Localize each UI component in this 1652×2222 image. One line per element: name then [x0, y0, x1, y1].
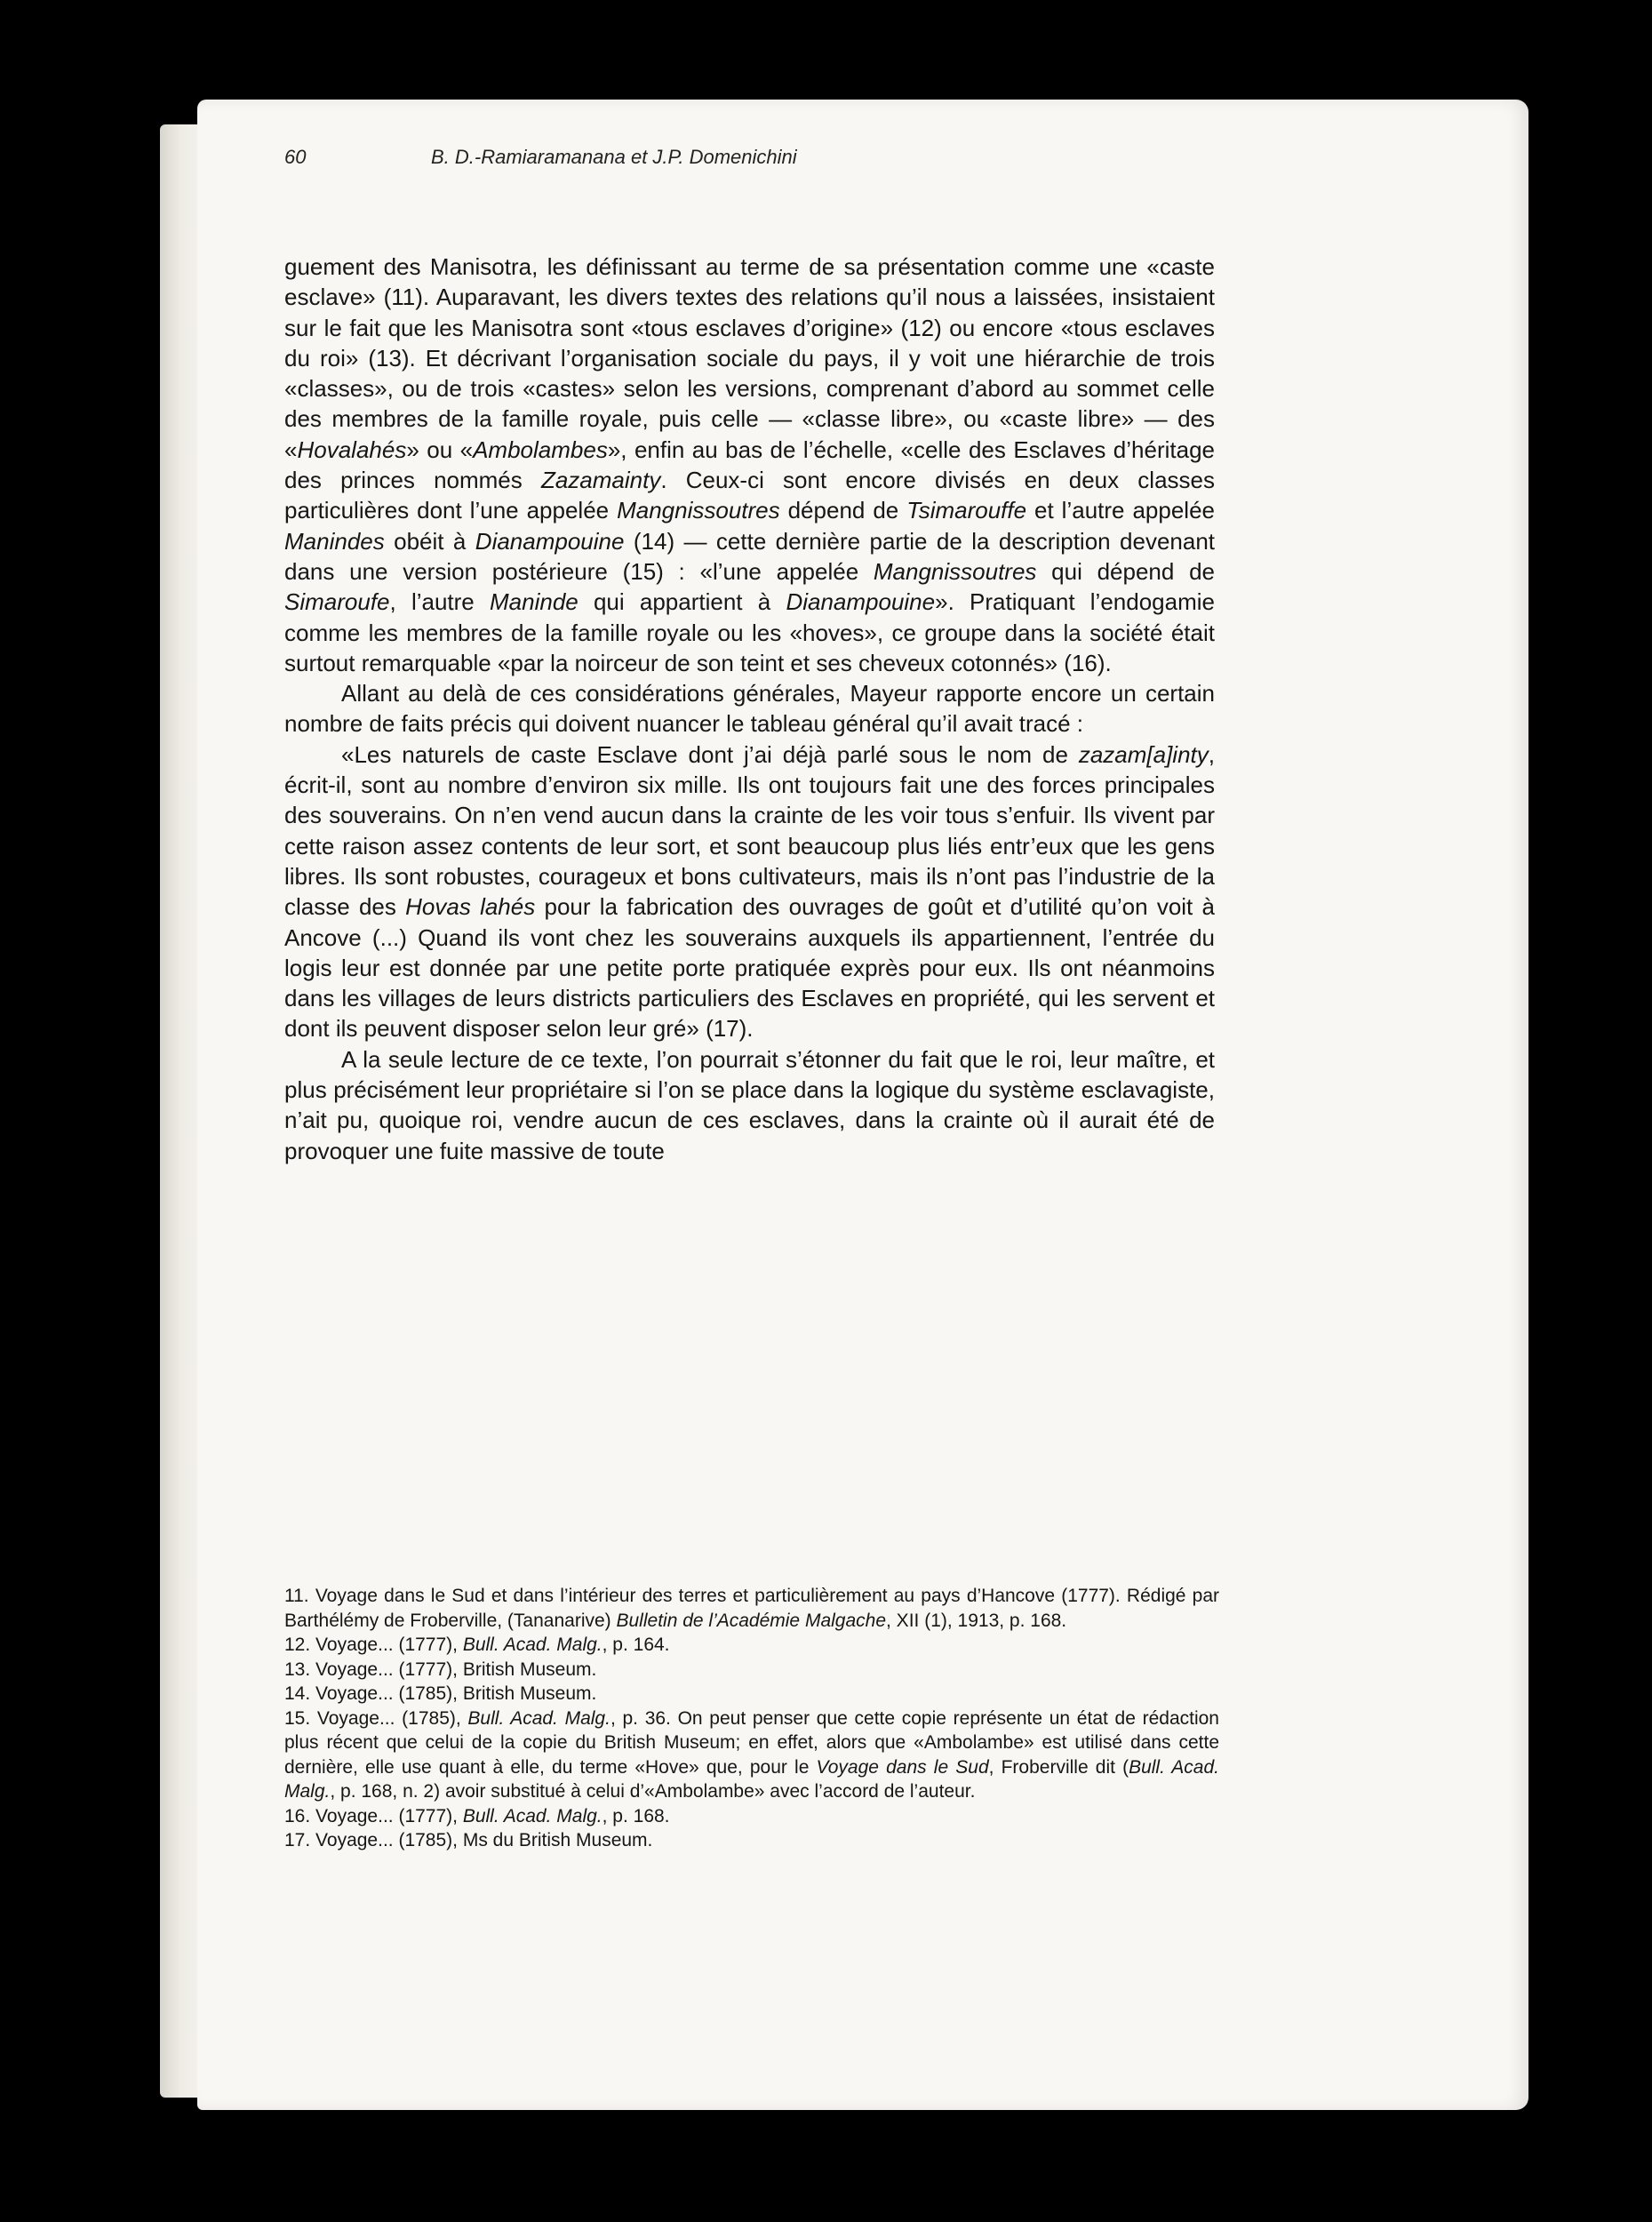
page-number: 60	[284, 146, 307, 168]
quotation-paragraph: «Les naturels de caste Esclave dont j’ai déjà parlé sous le nom de zazam[a]inty, écrit-il, sont au nombre d’environ six mille. Ils ont toujours fait une des forces principales des souverains. On n’en vend aucun dans la crainte de les voir tous s’enfuir. Ils vivent par cette raison assez contents de leur sort, et sont beaucoup plus liés entr’eux que les gens libres. Ils sont robustes, courageux et bons cultivateurs, mais ils n’ont pas l’industrie de la classe des Hovas lahés pour la fabrication des ouvrages de goût et d’utilité qu’on voit à Ancove (...) Quand ils vont chez les souverains auxquels ils appartiennent, l’entrée du logis leur est donnée par une petite porte pratiquée exprès pour eux. Ils ont néanmoins dans les villages de leurs districts particuliers des Esclaves en propriété, qui les servent et dont ils peuvent disposer selon leur gré» (17).	[284, 740, 1215, 1043]
footnotes	[284, 1584, 1219, 1853]
footnote-12: 12. Voyage... (1777), Bull. Acad. Malg., p. 164.	[284, 1635, 670, 1655]
paragraph-1: guement des Manisotra, les définissant au terme de sa présentation comme une «caste esclave» (11). Auparavant, les divers textes des relations qu’il nous a laissées, insistaient sur le fait que les Manisotra sont «tous esclaves d’origine» (12) ou encore «tous esclaves du roi» (13). Et décrivant l’organisation sociale du pays, il y voit une hiérarchie de trois «classes», ou de trois «castes» selon les versions, comprenant d’abord au sommet celle des membres de la famille royale, puis celle — «classe libre», ou «caste libre» — des «Hovalahés» ou «Ambolambes», enfin au bas de l’échelle, «celle des Esclaves d’héritage des princes nommés Zazamainty. Ceux-ci sont encore divisés en deux classes particulières dont l’une appelée Mangnissoutres dépend de Tsimarouffe et l’autre appelée Manindes obéit à Dianampouine (14) — cette dernière partie de la description devenant dans une version postérieure (15) : «l’une appelée Mangnissoutres qui dépend de Simaroufe, l’autre Maninde qui appartient à Dianampouine». Pratiquant l’endogamie comme les membres de la famille royale ou les «hoves», ce groupe dans la société était surtout remarquable «par la noirceur de son teint et ses cheveux cotonnés» (16).	[284, 253, 1216, 676]
footnote-17: 17. Voyage... (1785), Ms du British Museum.	[284, 1830, 653, 1850]
main-text	[284, 252, 1215, 1166]
footnote-13: 13. Voyage... (1777), British Museum.	[284, 1659, 597, 1680]
footnote-11: 11. Voyage dans le Sud et dans l’intérieur des terres et particulièrement au pays d’Hancove (1777). Rédigé par Barthélémy de Froberville, (Tananarive) Bulletin de l’Académie Malgache, XII (1), 1913, p. 168.	[284, 1586, 1220, 1631]
footnote-16: 16. Voyage... (1777), Bull. Acad. Malg., p. 168.	[284, 1805, 670, 1826]
footnote-14: 14. Voyage... (1785), British Museum.	[284, 1683, 597, 1704]
paragraph-4: A la seule lecture de ce texte, l’on pourrait s’étonner du fait que le roi, leur maître, et plus précisément leur propriétaire si l’on se place dans la logique du système esclavagiste, n’ait pu, quoique roi, vendre aucun de ces esclaves, dans la crainte où il aurait été de provoquer une fuite massive de toute	[284, 1045, 1215, 1164]
footnote-15: 15. Voyage... (1785), Bull. Acad. Malg., p. 36. On peut penser que cette copie représente un état de rédaction plus récent que celui de la copie du British Museum; en effet, alors que «Ambolambe» est utilisé dans cette dernière, elle use quant à elle, du terme «Hove» que, pour le Voyage dans le Sud, Froberville dit (Bull. Acad. Malg., p. 168, n. 2) avoir substitué à celui d’«Ambolambe» avec l’accord de l’auteur.	[284, 1707, 1219, 1802]
page-header	[284, 146, 1235, 181]
paragraph-2: Allant au delà de ces considérations générales, Mayeur rapporte encore un certain nombre de faits précis qui doivent nuancer le tableau général qu’il avait tracé :	[284, 680, 1215, 738]
running-title: B. D.-Ramiaramanana et J.P. Domenichini	[431, 146, 797, 168]
